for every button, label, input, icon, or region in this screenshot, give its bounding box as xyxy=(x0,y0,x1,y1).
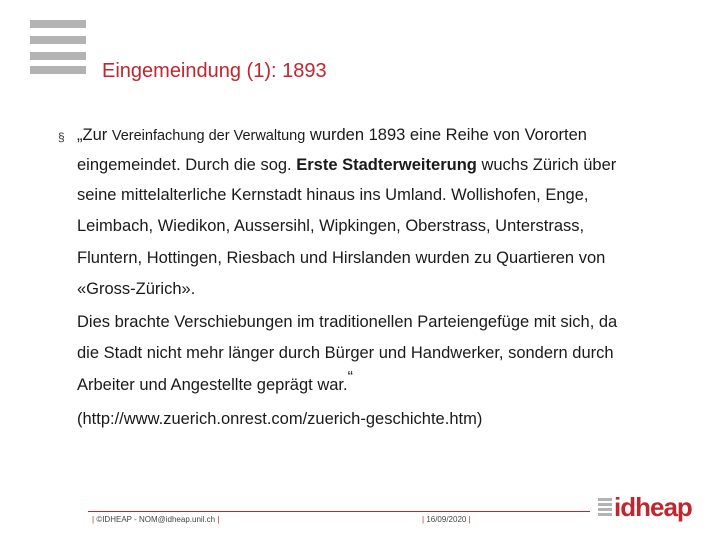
separator: | xyxy=(217,515,220,524)
text-segment: eingemeindet. Durch die sog. xyxy=(77,156,297,174)
text-segment: wuchs Zürich über xyxy=(476,156,617,174)
text-segment: „Zur xyxy=(77,126,112,144)
footer-left xyxy=(92,515,219,524)
source-citation: (http://www.zuerich.onrest.com/zuerich-geschichte.htm) xyxy=(77,410,483,428)
separator: | xyxy=(468,515,471,524)
separator: | xyxy=(92,515,95,524)
text-line: Dies brachte Verschiebungen im traditionellen Parteiengefüge mit sich, da xyxy=(77,313,618,331)
text-line xyxy=(77,156,616,175)
logo-bar xyxy=(30,20,86,28)
brand-name: idheap xyxy=(614,492,692,522)
text-line xyxy=(77,126,587,145)
text-line: die Stadt nicht mehr länger durch Bürger und Handwerker, sondern durch xyxy=(77,344,614,362)
footer-copyright: ©IDHEAP - NOM@idheap.unil.ch xyxy=(96,515,216,524)
footer-date xyxy=(422,515,471,524)
text-segment: Vereinfachung der Verwaltung xyxy=(111,128,306,144)
slide-title: Eingemeindung (1): 1893 xyxy=(102,60,327,82)
text-line: seine mittelalterliche Kernstadt hinaus ins Umland. Wollishofen, Enge, xyxy=(77,186,589,204)
closing-quote: “ xyxy=(347,369,353,386)
text-line: «Gross-Zürich». xyxy=(77,280,196,298)
text-segment: Arbeiter und Angestellte geprägt war. xyxy=(77,376,348,394)
bullet-icon: § xyxy=(58,130,65,144)
text-segment: Erste Stadterweiterung xyxy=(296,156,477,174)
logo-bar xyxy=(30,52,86,60)
text-line xyxy=(77,369,353,395)
footer-date-value: 16/09/2020 xyxy=(426,515,467,524)
text-line: Fluntern, Hottingen, Riesbach und Hirslanden wurden zu Quartieren von xyxy=(77,249,606,267)
text-segment: wurden 1893 eine Reihe von Vororten xyxy=(305,126,587,144)
logo-bar xyxy=(30,66,86,74)
footer-divider xyxy=(88,511,590,512)
text-line: Leimbach, Wiedikon, Aussersihl, Wipkingen, Oberstrass, Unterstrass, xyxy=(77,217,585,235)
separator: | xyxy=(422,515,425,524)
logo-bar xyxy=(30,36,86,44)
